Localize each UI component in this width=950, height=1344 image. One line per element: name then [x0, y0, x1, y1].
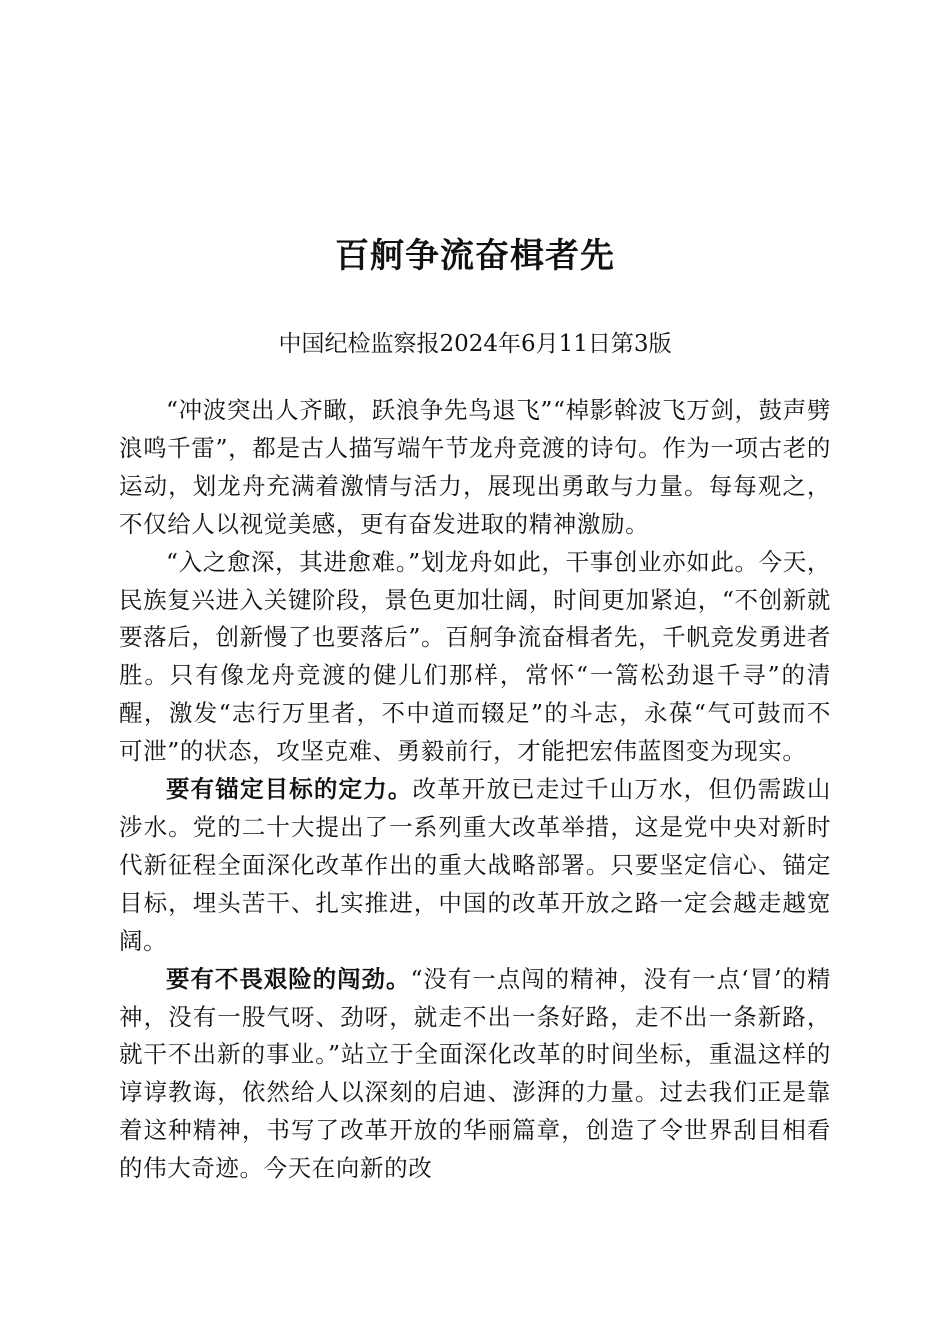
- document-title: 百舸争流奋楫者先: [335, 236, 615, 276]
- document-source: 中国纪检监察报2024年6月11日第3版: [278, 331, 672, 357]
- paragraph-text: “冲波突出人齐瞰，跃浪争先鸟退飞”“棹影斡波飞万剑，鼓声劈浪鸣千雷”，都是古人描写端午节龙舟竞渡的诗句。作为一项古老的运动，划龙舟充满着激情与活力，展现出勇敢与力量。每每观之，不仅给人以视觉美感，更有奋发进取的精神激励。: [119, 396, 831, 538]
- paragraph: [119, 392, 831, 544]
- paragraph-text: “没有一点闯的精神，没有一点‘冒’的精神，没有一股气呀、劲呀，就走不出一条好路，走不出一条新路，就干不出新的事业。”站立于全面深化改革的时间坐标，重温这样的谆谆教诲，依然给人以深刻的启迪、澎湃的力量。过去我们正是靠着这种精神，书写了改革开放的华丽篇章，创造了令世界刮目相看的伟大奇迹。今天在向新的改: [119, 964, 832, 1183]
- paragraph-lead: 要有不畏艰险的闯劲。: [166, 964, 411, 993]
- paragraph-text: “入之愈深，其进愈难。”划龙舟如此，干事创业亦如此。今天，民族复兴进入关键阶段，景色更加壮阔，时间更加紧迫，“不创新就要落后，创新慢了也要落后”。百舸争流奋楫者先，千帆竞发勇进者胜。只有像龙舟竞渡的健儿们那样，常怀“一篙松劲退千寻”的清醒，激发“志行万里者，不中道而辍足”的斗志，永葆“气可鼓而不可泄”的状态，攻坚克难、勇毅前行，才能把宏伟蓝图变为现实。: [119, 547, 831, 766]
- paragraph-text: 改革开放已走过千山万水，但仍需跋山涉水。党的二十大提出了一系列重大改革举措，这是党中央对新时代新征程全面深化改革作出的重大战略部署。只要坚定信心、锚定目标，埋头苦干、扎实推进，中国的改革开放之路一定会越走越宽阔。: [119, 775, 831, 955]
- paragraph-lead: 要有锚定目标的定力。: [166, 775, 413, 804]
- paragraph: [119, 544, 831, 771]
- paragraph: [119, 961, 831, 1188]
- article-body: [119, 392, 831, 1188]
- paragraph: [119, 771, 831, 961]
